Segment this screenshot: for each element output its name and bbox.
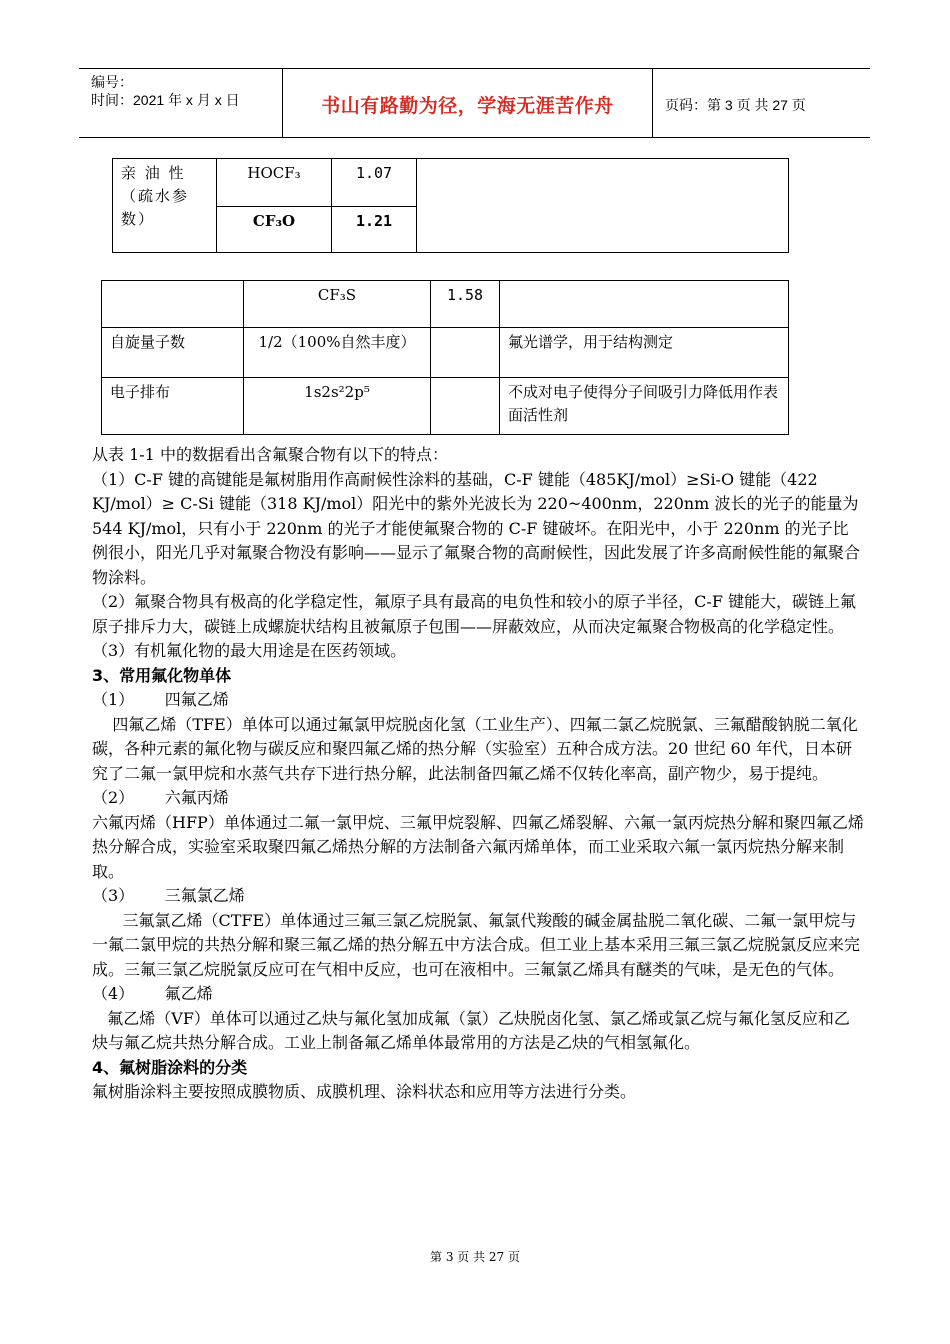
classification-paragraph: 氟树脂涂料主要按照成膜物质、成膜机理、涂料状态和应用等方法进行分类。 [92, 1082, 637, 1101]
serial-label: 编号： [91, 74, 133, 90]
table-cell-number: 1.58 [431, 281, 500, 328]
subsection-body-ctfe: 三氟氯乙烯（CTFE）单体通过三氟三氯乙烷脱氯、氟氯代羧酸的碱金属盐脱二氧化碳、二氟一氯甲烷与一氟二氯甲烷的共热分解和聚三氟乙烯的热分解五中方法合成。但工业上基本采用三氟三氯乙烷脱氯反应来完成。三氟三氯乙烷脱氯反应可在气相中反应，也可在液相中。三氟氯乙烯具有醚类的气味，是无色的气体。 [92, 910, 861, 979]
section-heading-3: 3、常用氟化物单体 [92, 665, 232, 685]
table-cell-property: 电子排布 [102, 378, 244, 435]
body-text [92, 443, 864, 1105]
table-cell-value: CF₃S [244, 281, 431, 328]
table-cell-number [431, 378, 500, 435]
header-motto: 书山有路勤为径，学海无涯苦作舟 [321, 95, 614, 117]
table-cell-value: 1.21 [332, 207, 417, 253]
table-cell-property: 自旋量子数 [102, 328, 244, 378]
section-heading-4: 4、氟树脂涂料的分类 [92, 1057, 248, 1077]
intro-paragraph: 从表 1-1 中的数据看出含氟聚合物有以下的特点： [92, 445, 448, 464]
table-cell-compound: HOCF₃ [217, 159, 332, 207]
subsection-body-hfp: 六氟丙烯（HFP）单体通过二氟一氯甲烷、三氟甲烷裂解、四氟乙烯裂解、六氟一氯丙烷热分解和聚四氟乙烯热分解合成，实验室采取聚四氟乙烯热分解的方法制备六氟丙烯单体，而工业采取六氟一氯丙烷热分解来制取。 [92, 812, 864, 881]
table-cell-note: 不成对电子使得分子间吸引力降低用作表面活性剂 [500, 378, 789, 435]
subsection-title-vf: （4） 氟乙烯 [92, 984, 213, 1003]
table-cell-number [431, 328, 500, 378]
table-cell-note [417, 159, 789, 253]
feature-paragraph-1: （1）C-F 键的高键能是氟树脂用作高耐候性涂料的基础，C-F 键能（485KJ/mol）≥Si-O 键能（422 KJ/mol）≥ C-Si 键能（318 KJ/mol）阳光中的紫外光波长为 220~400nm，220nm 波长的光子的能量为 544 KJ/mol，只有小于 220nm 的光子才能使氟聚合物的 C-F 键破坏。在阳光中，小于 220nm 的光子比例很小，阳光几乎对氟聚合物没有影响——显示了氟聚合物的高耐候性，因此发展了许多高耐候性能的氟聚合物涂料。 [92, 469, 861, 587]
property-table-continued [112, 158, 789, 253]
table-cell-value: 1/2（100%自然丰度） [244, 328, 431, 378]
table-cell-compound: CF₃O [217, 207, 332, 253]
table-cell-value: 1.07 [332, 159, 417, 207]
feature-paragraph-3: （3）有机氟化物的最大用途是在医药领域。 [92, 641, 407, 660]
header-page-label: 页码：第 3 页 共 27 页 [665, 97, 806, 113]
table-cell-note [500, 281, 789, 328]
subsection-body-vf: 氟乙烯（VF）单体可以通过乙炔与氟化氢加成氟（氯）乙炔脱卤化氢、氯乙烯或氯乙烷与氟化氢反应和乙炔与氟乙烷共热分解合成。工业上制备氟乙烯单体最常用的方法是乙炔的气相氢氟化。 [92, 1008, 850, 1052]
subsection-title-tfe: （1） 四氟乙烯 [92, 690, 229, 709]
table-cell-value: 1s2s²2p⁵ [244, 378, 431, 435]
feature-paragraph-2: （2）氟聚合物具有极高的化学稳定性，氟原子具有最高的电负性和较小的原子半径，C-F 键能大，碳链上氟原子排斥力大，碳链上成螺旋状结构且被氟原子包围——屏蔽效应，从而决定氟聚合物极高的化学稳定性。 [92, 592, 857, 636]
subsection-title-hfp: （2） 六氟丙烯 [92, 788, 229, 807]
subsection-title-ctfe: （3） 三氟氯乙烯 [92, 886, 245, 905]
table-cell-label: 亲 油 性（疏水参数） [113, 159, 217, 253]
table-cell-note: 氟光谱学，用于结构测定 [500, 328, 789, 378]
page-footer: 第 3 页 共 27 页 [430, 1250, 520, 1264]
table-cell-property [102, 281, 244, 328]
page-header [79, 68, 870, 138]
header-meta [91, 73, 240, 109]
property-table [101, 280, 789, 435]
time-label: 时间：2021 年 x 月 x 日 [91, 92, 240, 108]
subsection-body-tfe: 四氟乙烯（TFE）单体可以通过氟氯甲烷脱卤化氢（工业生产）、四氟二氯乙烷脱氯、三氟醋酸钠脱二氧化碳，各种元素的氟化物与碳反应和聚四氟乙烯的热分解（实验室）五种合成方法。20 世纪 60 年代，日本研究了二氟一氯甲烷和水蒸气共存下进行热分解，此法制备四氟乙烯不仅转化率高，副产物少，易于提纯。 [92, 714, 858, 783]
header-divider [652, 69, 653, 137]
